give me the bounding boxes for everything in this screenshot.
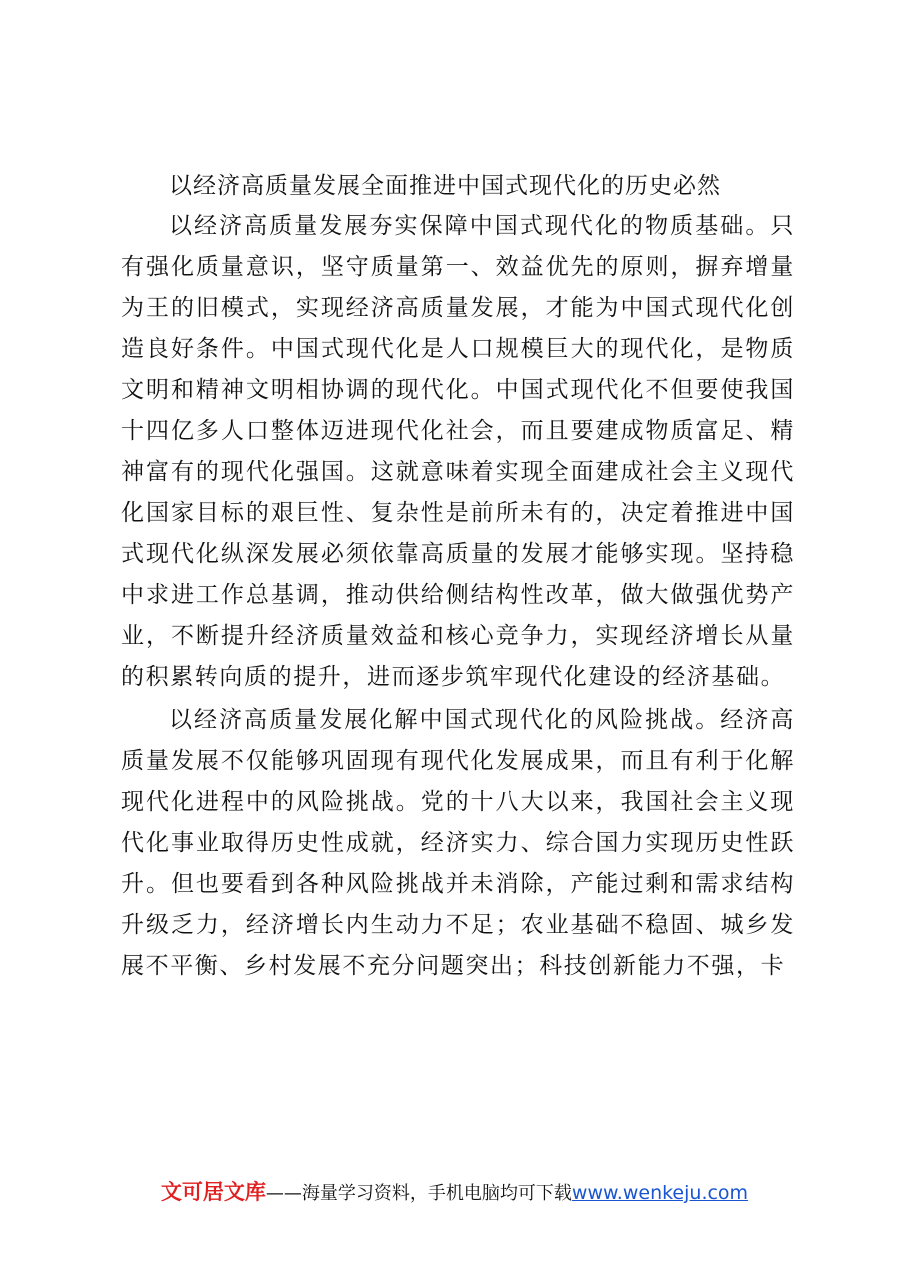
footer-banner <box>0 1176 909 1206</box>
footer-tagline: ——海量学习资料，手机电脑均可下载 <box>265 1183 572 1204</box>
brand-name: 文可居文库 <box>160 1180 266 1204</box>
document-title: 以经济高质量发展全面推进中国式现代化的历史必然 <box>169 173 721 199</box>
paragraph-2: 以经济高质量发展化解中国式现代化的风险挑战。经济高质量发展不仅能够巩固现有现代化发展成果，而且有利于化解现代化进程中的风险挑战。党的十八大以来，我国社会主义现代化事业取得历史性成就，经济实力、综合国力实现历史性跃升。但也要看到各种风险挑战并未消除，产能过剩和需求结构升级乏力，经济增长内生动力不足；农业基础不稳固、城乡发展不平衡、乡村发展不充分问题突出；科技创新能力不强，卡 <box>121 707 795 979</box>
paragraph-1: 以经济高质量发展夯实保障中国式现代化的物质基础。只有强化质量意识，坚守质量第一、效益优先的原则，摒弃增量为王的旧模式，实现经济高质量发展，才能为中国式现代化创造良好条件。中国式现代化是人口规模巨大的现代化，是物质文明和精神文明相协调的现代化。中国式现代化不但要使我国十四亿多人口整体迈进现代化社会，而且要建成物质富足、精神富有的现代化强国。这就意味着实现全面建成社会主义现代化国家目标的艰巨性、复杂性是前所未有的，决定着推进中国式现代化纵深发展必须依靠高质量的发展才能够实现。坚持稳中求进工作总基调，推动供给侧结构性改革，做大做强优势产业，不断提升经济质量效益和核心竞争力，实现经济增长从量的积累转向质的提升，进而逐步筑牢现代化建设的经济基础。 <box>121 213 795 690</box>
document-body <box>121 166 795 987</box>
site-link[interactable]: www.wenkeju.com <box>571 1182 749 1204</box>
